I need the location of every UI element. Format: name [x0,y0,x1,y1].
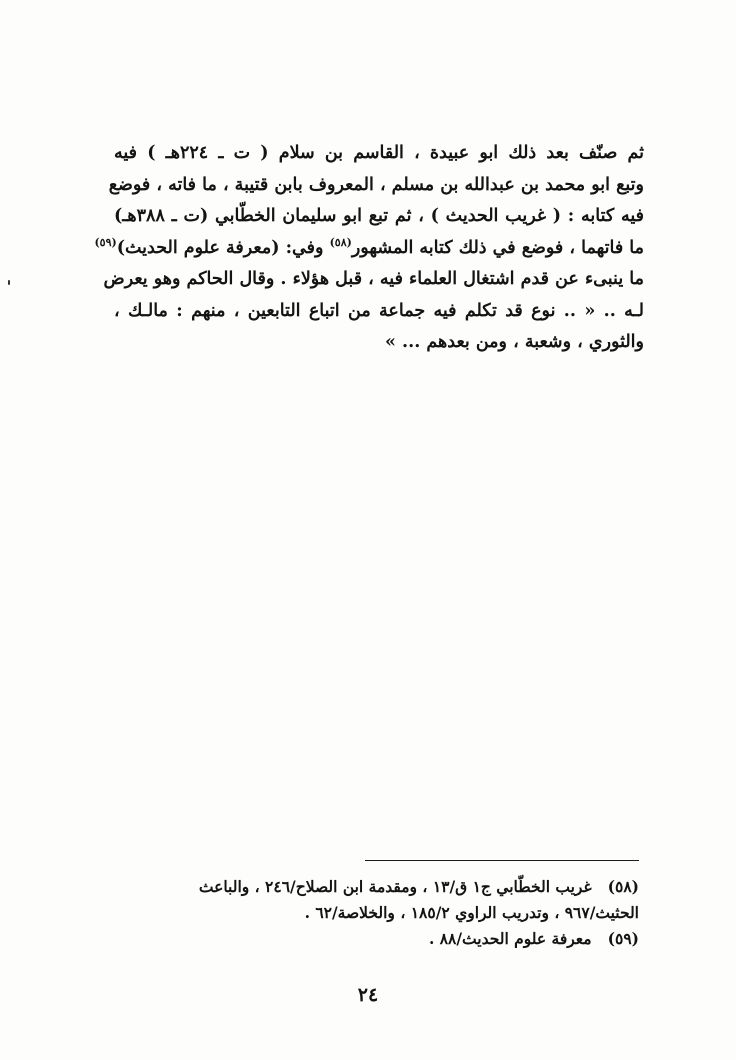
footnotes [119,874,639,952]
paragraph-segment: وفي: (معرفة علوم الحديث) [116,237,324,258]
footnote-separator [365,860,639,861]
paragraph-line-with-notes [94,233,644,265]
paragraph-line: وتبع ابو محمد بن عبدالله بن مسلم ، المعروف بابن قتيبة ، ما فاته ، فوضع [108,174,644,195]
paragraph-line: لـه .. « .. نوع قد تكلم فيه جماعة من اتباع التابعين ، منهم : مالـك ، [114,300,644,321]
footnote-text: غريب الخطّابي ج١ ق/١٣ ، ومقدمة ابن الصلاح/٢٤٦ ، والباعث [198,877,592,896]
page-number: ٢٤ [357,984,379,1006]
paragraph-segment: ما فاتهما ، فوضع في ذلك كتابه المشهور [351,237,644,258]
footnote-58 [119,874,639,926]
paragraph-line: ثم صنّف بعد ذلك ابو عبيدة ، القاسم بن سلام ( ت ـ ٢٢٤هـ ) فيه [114,143,644,163]
paragraph-line: فيه كتابه : ( غريب الحديث ) ، ثم تبع ابو سليمان الخطّابي (ت ـ ٣٨٨هـ) [114,206,644,226]
paragraph-line: والثوري ، وشعبة ، ومن بعدهم ... » [384,332,644,352]
footnote-number: (٥٩) [607,929,639,948]
scan-mark [8,280,10,285]
footnote-ref-58: (٥٨) [329,235,352,249]
footnote-text: معرفة علوم الحديث/٨٨ . [428,929,592,948]
footnote-number: (٥٨) [607,877,639,896]
paragraph-line: ما ينبىء عن قدم اشتغال العلماء فيه ، قبل هؤلاء . وقال الحاكم وهو يعرض [103,269,644,289]
footnote-59 [119,926,639,952]
footnote-text-continuation: الحثيث/٩٦٧ ، وتدريب الراوي ١٨٥/٢ ، والخلاصة/٦٢ . [304,903,639,922]
main-paragraph [94,138,644,359]
footnote-ref-59: (٥٩) [94,235,117,249]
